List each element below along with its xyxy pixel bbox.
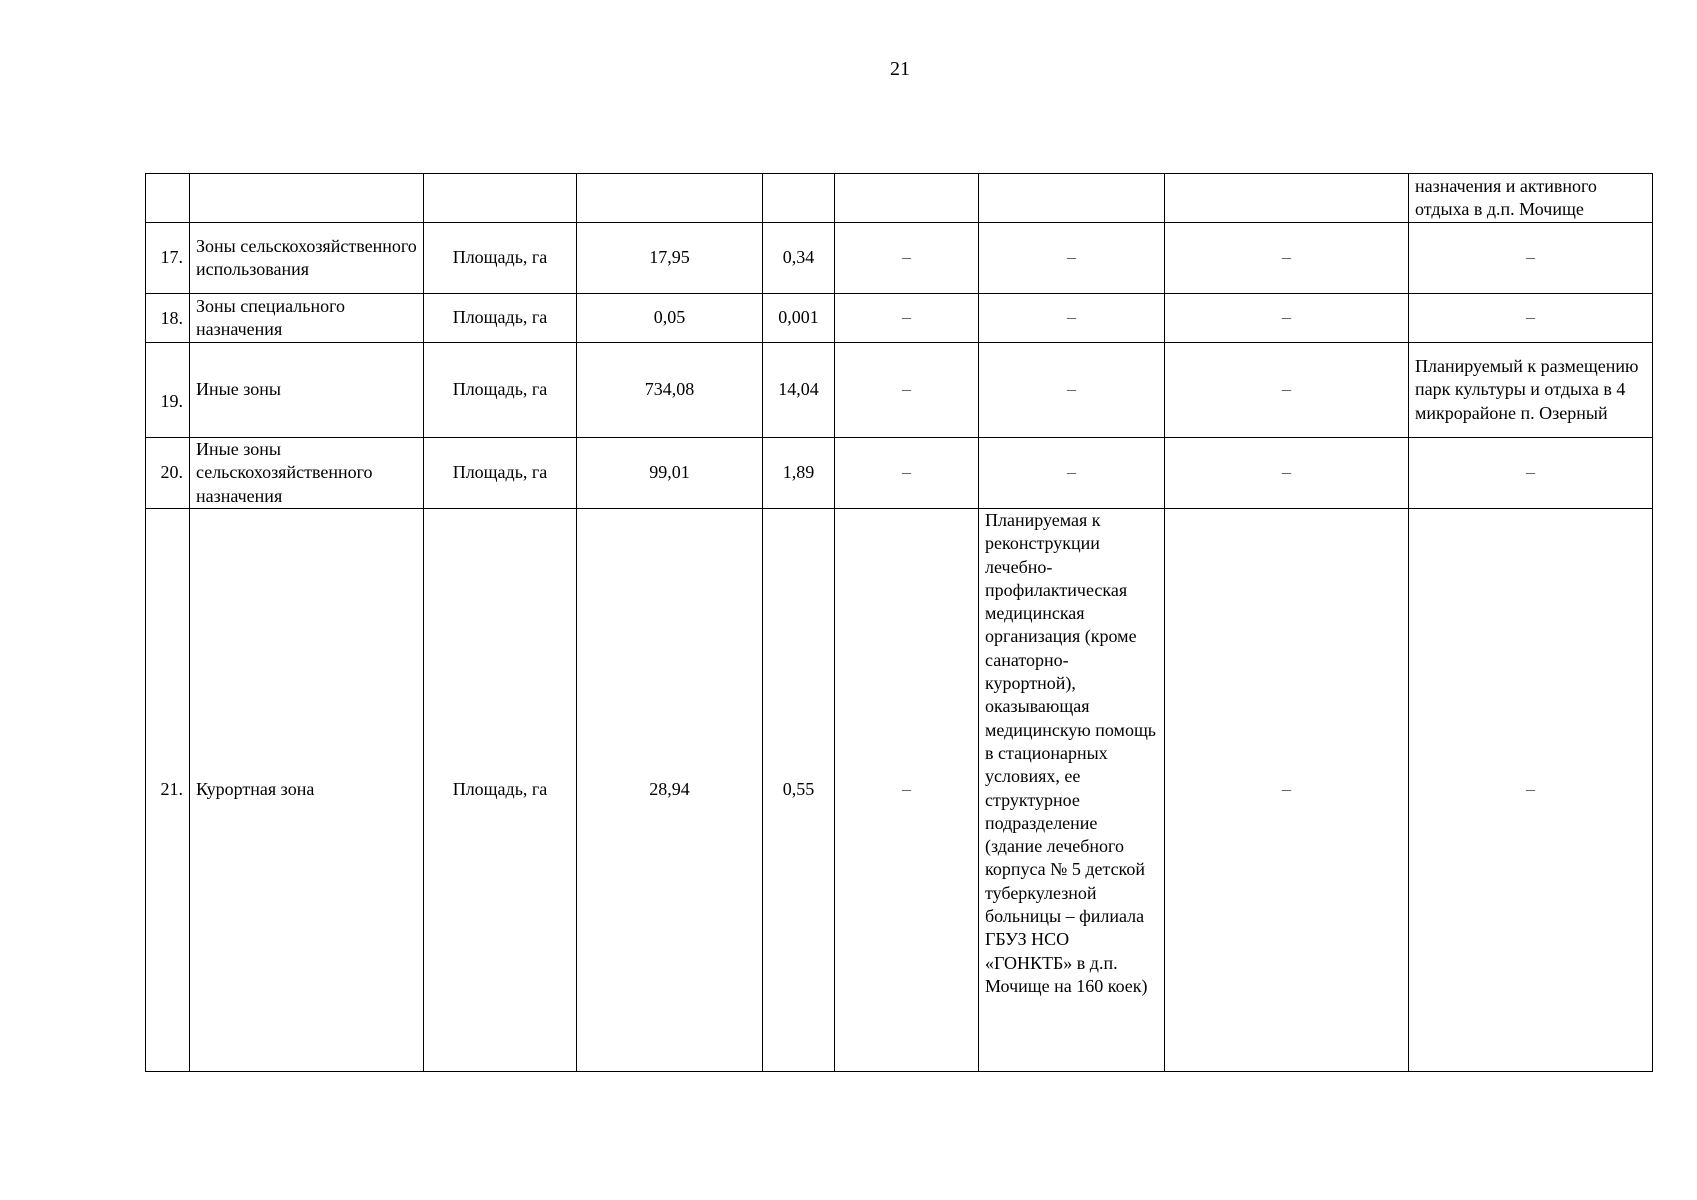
row-number: 17. [146,223,190,294]
cell-empty [424,174,577,223]
col9-cell: – [1409,294,1653,343]
zone-name: Иные зоны сельскохозяйственного назначения [190,438,424,509]
cell-empty [835,174,979,223]
cell-empty [577,174,763,223]
carryover-note: назначения и активного отдыха в д.п. Мочище [1409,174,1653,223]
area-value: 28,94 [577,509,763,1072]
cell-empty [1165,174,1409,223]
area-value: 17,95 [577,223,763,294]
zone-name: Зоны специального назначения [190,294,424,343]
share-value: 0,55 [763,509,835,1072]
col7-cell: – [979,223,1165,294]
col6-cell: – [835,223,979,294]
cell-empty [763,174,835,223]
col7-cell: – [979,438,1165,509]
col8-cell: – [1165,343,1409,438]
col7-cell: – [979,294,1165,343]
unit-cell: Площадь, га [424,343,577,438]
col6-cell: – [835,438,979,509]
area-value: 0,05 [577,294,763,343]
page-number: 21 [890,58,910,80]
col6-cell: – [835,509,979,1072]
share-value: 1,89 [763,438,835,509]
cell-empty [979,174,1165,223]
col8-cell: – [1165,509,1409,1072]
row-number: 20. [146,438,190,509]
share-value: 14,04 [763,343,835,438]
unit-cell: Площадь, га [424,438,577,509]
row-number: 19. [146,343,190,438]
planned-object-note: Планируемая к реконструкции лечебно-профилактическая медицинская организация (кроме санаторно-курортной), оказывающая медицинскую помощь в стационарных условиях, ее структурное подразделение (здание лечебного корпуса № 5 детской туберкулезной больницы – филиала ГБУЗ НСО «ГОНКТБ» в д.п. Мочище на 160 коек) [979,509,1165,1072]
planned-object-note: Планируемый к размещению парк культуры и отдыха в 4 микрорайоне п. Озерный [1409,343,1653,438]
table-row [146,509,1653,1072]
cell-empty [146,174,190,223]
unit-cell: Площадь, га [424,509,577,1072]
zone-name: Курортная зона [190,509,424,1072]
col8-cell: – [1165,438,1409,509]
col9-cell: – [1409,438,1653,509]
row-number: 21. [146,509,190,1072]
row-number: 18. [146,294,190,343]
col6-cell: – [835,294,979,343]
table-row [146,438,1653,509]
table-row [146,223,1653,294]
area-value: 734,08 [577,343,763,438]
col8-cell: – [1165,294,1409,343]
zone-name: Зоны сельскохозяйственного использования [190,223,424,294]
table-row [146,343,1653,438]
unit-cell: Площадь, га [424,294,577,343]
col8-cell: – [1165,223,1409,294]
col9-cell: – [1409,509,1653,1072]
unit-cell: Площадь, га [424,223,577,294]
col9-cell: – [1409,223,1653,294]
share-value: 0,001 [763,294,835,343]
table-row-continuation [146,174,1653,223]
col7-cell: – [979,343,1165,438]
zones-table [145,173,1653,1072]
area-value: 99,01 [577,438,763,509]
cell-empty [190,174,424,223]
table-row [146,294,1653,343]
zone-name: Иные зоны [190,343,424,438]
col6-cell: – [835,343,979,438]
share-value: 0,34 [763,223,835,294]
